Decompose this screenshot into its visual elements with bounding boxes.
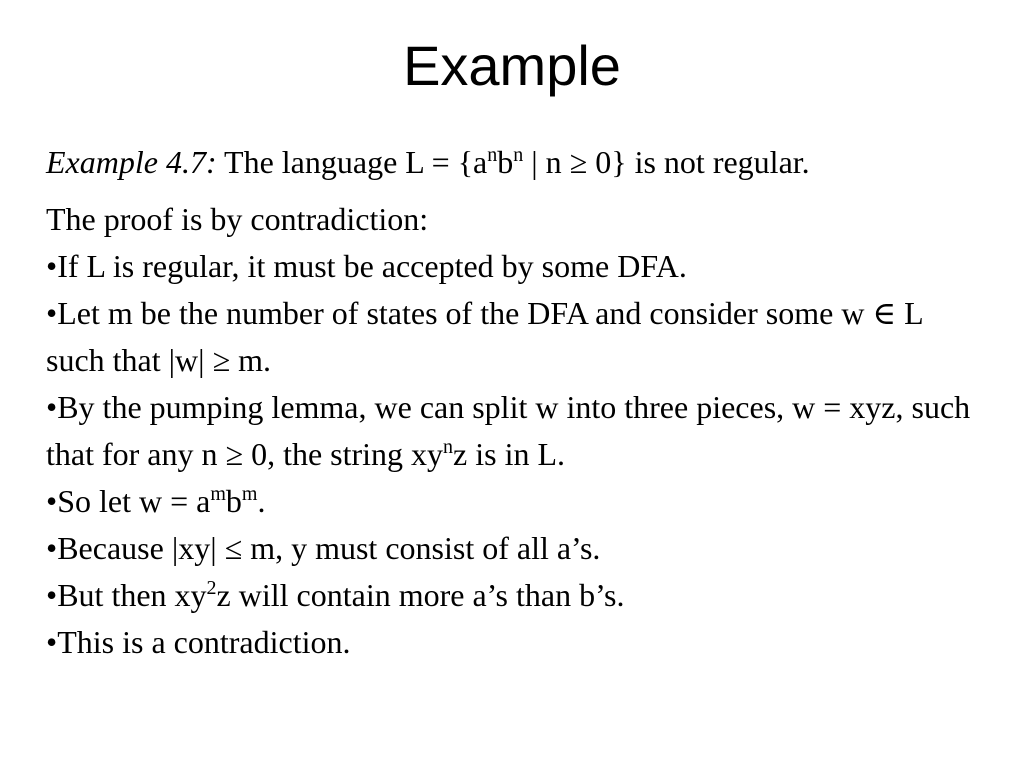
bullet-item (46, 478, 986, 525)
bullet-item (46, 243, 986, 290)
bullet-item (46, 290, 986, 384)
bullet-text: If L is regular, it must be accepted by some DFA. (57, 248, 687, 284)
exponent-n: n (513, 144, 524, 166)
bullet-text: Because |xy| ≤ m, y must consist of all a’s. (57, 530, 601, 566)
bullet-item (46, 619, 986, 666)
exponent-n: n (487, 144, 498, 166)
exponent-n: n (443, 436, 454, 458)
proof-intro: The proof is by contradiction: (46, 201, 429, 237)
bullet-item (46, 572, 986, 619)
slide-body (46, 139, 986, 666)
bullet-text: By the pumping lemma, we can split w into three pieces, w = xyz, such that for any n ≥ 0, the string xy (46, 389, 971, 472)
exponent-m: m (241, 483, 258, 505)
bullet-text: z is in L. (453, 436, 566, 472)
bullet-text: This is a contradiction. (57, 624, 351, 660)
example-text-1: The language L = {a (216, 144, 488, 180)
bullet-text: But then xy (57, 577, 207, 613)
example-statement (46, 139, 986, 186)
bullet-text: . (257, 483, 266, 519)
example-text-2: b (497, 144, 514, 180)
bullet-text: b (225, 483, 242, 519)
example-text-3: | n ≥ 0} is not regular. (523, 144, 810, 180)
exponent-2: 2 (206, 577, 217, 599)
bullet-text: z will contain more a’s than b’s. (216, 577, 625, 613)
bullet-text: So let w = a (57, 483, 211, 519)
exponent-m: m (210, 483, 226, 505)
example-label: Example 4.7: (46, 144, 217, 180)
slide-title: Example (403, 34, 621, 97)
bullet-text: Let m be the number of states of the DFA and consider some w ∈ L such that |w| ≥ m. (46, 295, 923, 378)
bullet-item (46, 384, 986, 478)
bullet-item (46, 525, 986, 572)
